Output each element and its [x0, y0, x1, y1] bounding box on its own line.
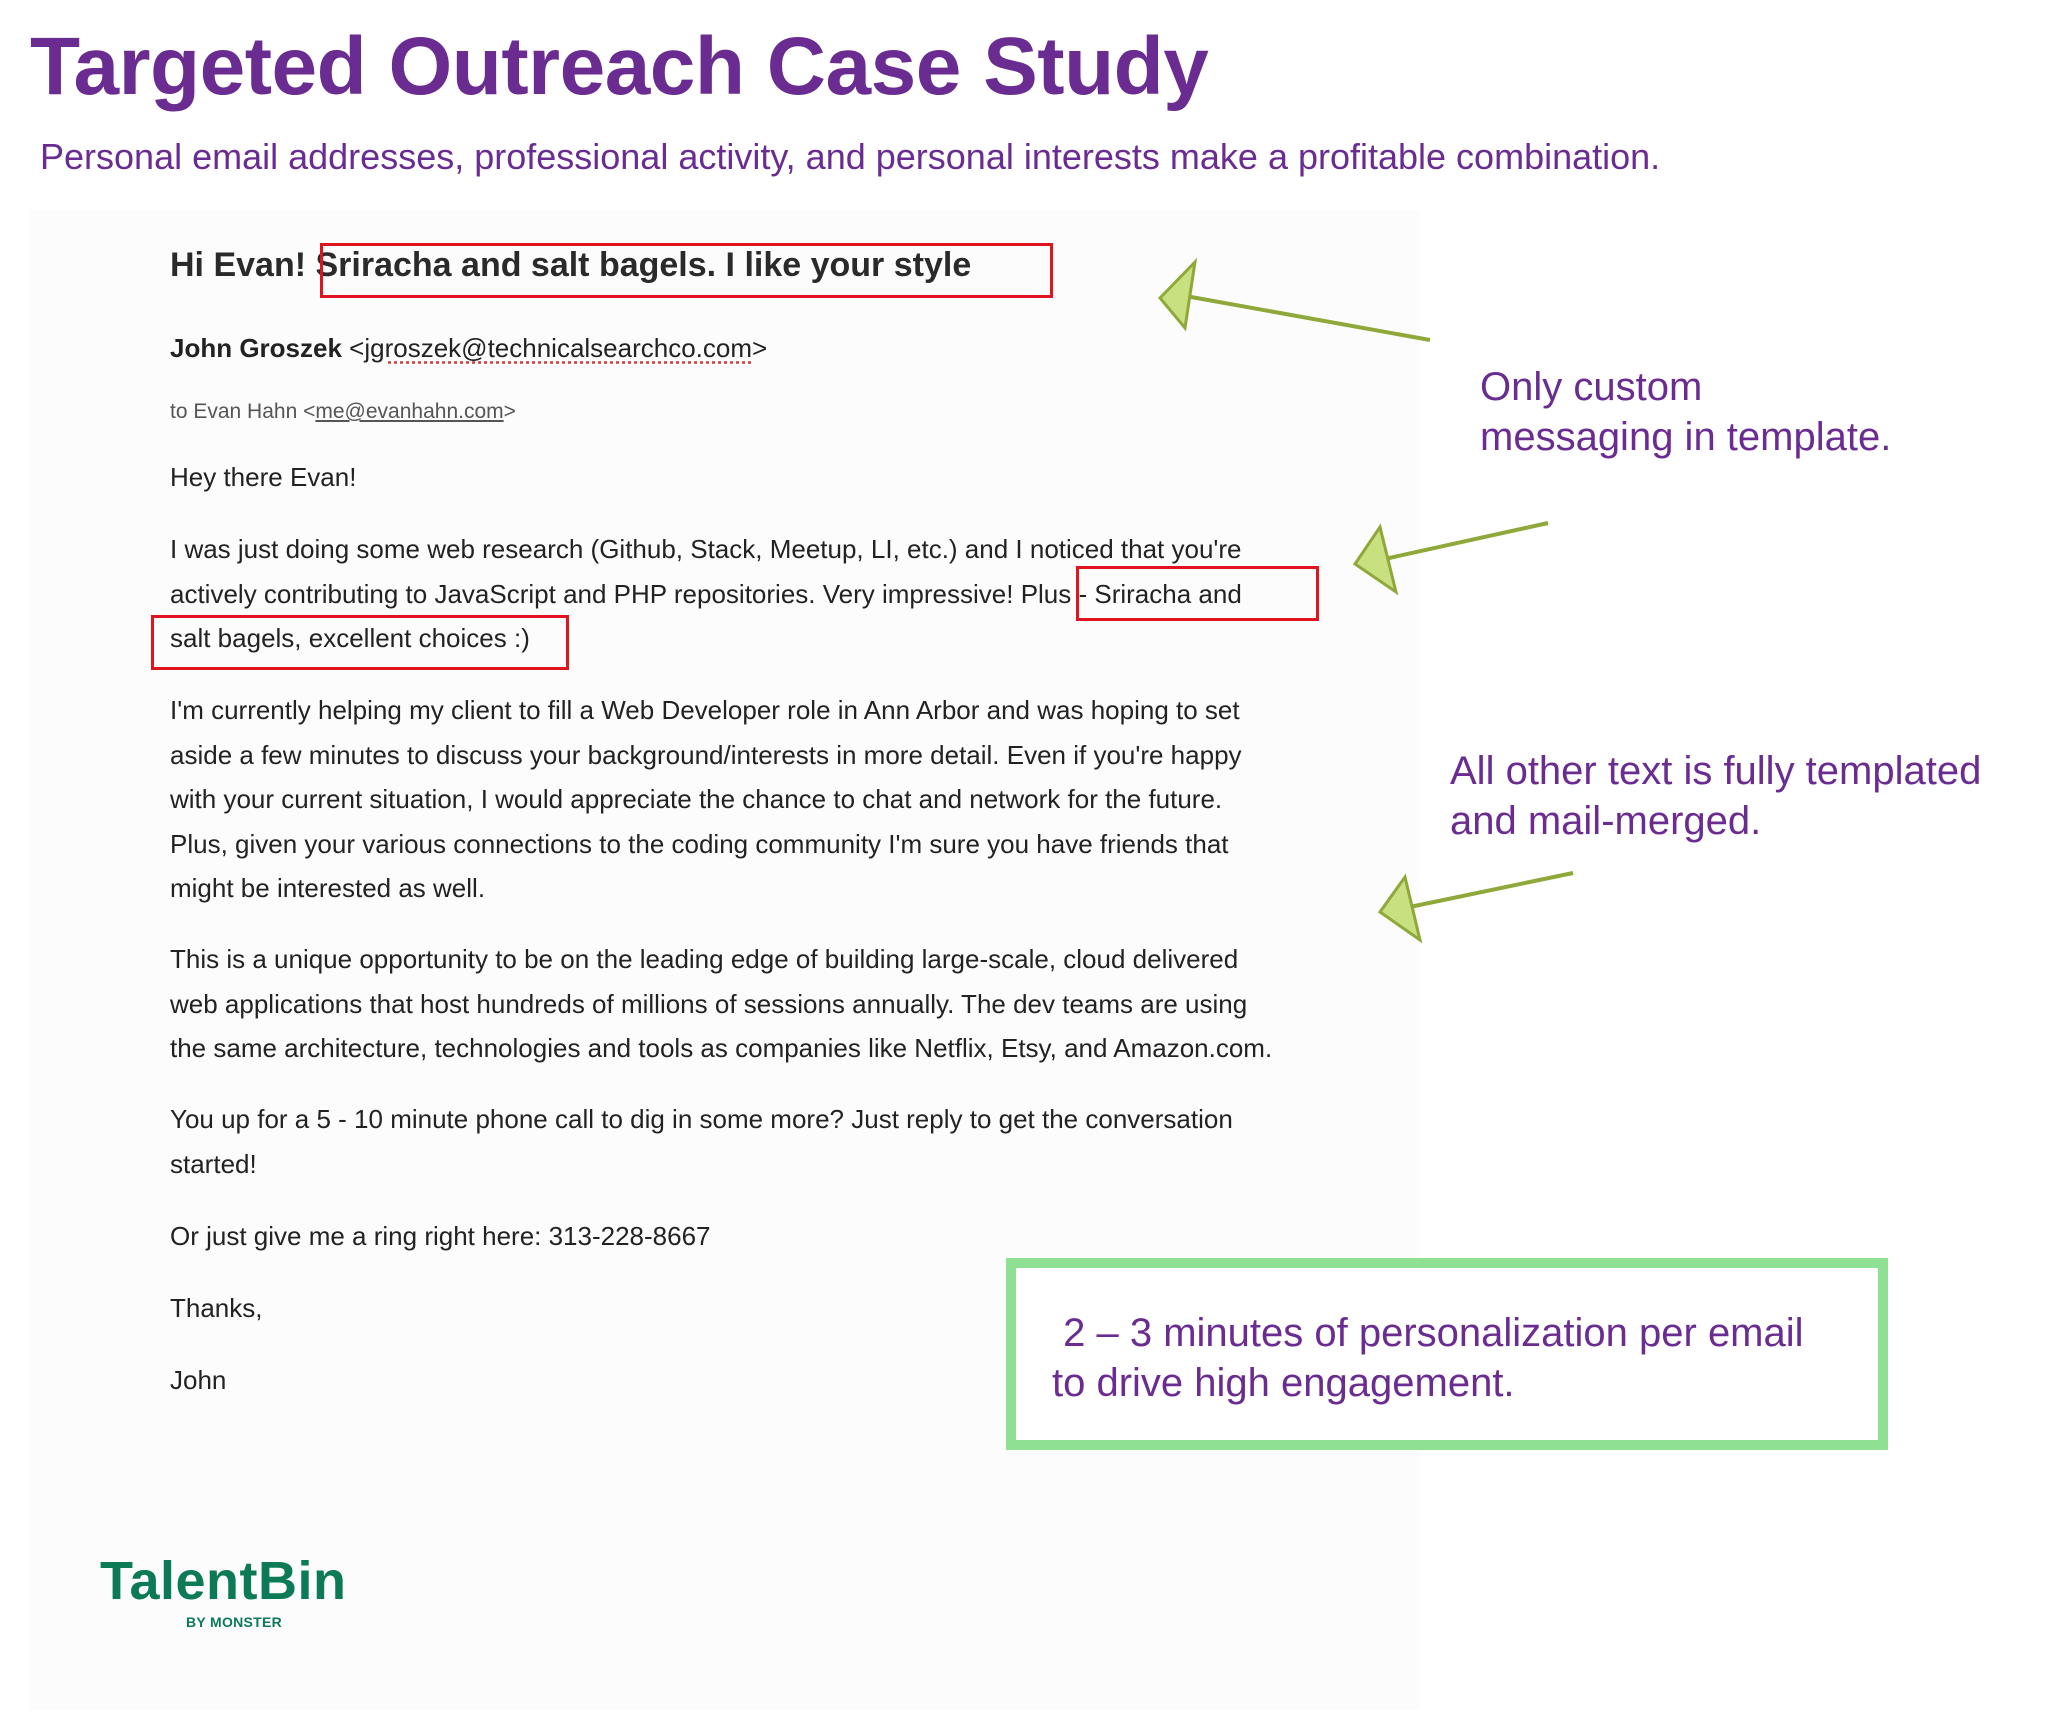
p3-line-2: web applications that host hundreds of millions of sessions annually. The dev teams are using — [170, 988, 1248, 1019]
email-recipient: to Evan Hahn <me@evanhahn.com> — [170, 400, 516, 423]
email-subject-custom: Sriracha and salt bagels. I like your style — [315, 246, 972, 284]
slide-subtitle: Personal email addresses, professional activity, and personal interests make a profitable combination. — [40, 136, 1661, 177]
p1-line-2-custom: Plus - Sriracha and — [1020, 578, 1242, 609]
callout-custom-line-2: messaging in template. — [1480, 415, 1892, 459]
callout-templated-line-1: All other text is fully templated — [1450, 749, 1982, 793]
email-signoff: Thanks, — [170, 1293, 263, 1323]
arrow-icon-3 — [1380, 873, 1573, 940]
p2-line-5: might be interested as well. — [170, 873, 486, 903]
email-greeting: Hey there Evan! — [170, 462, 357, 492]
sender-name: John Groszek — [170, 333, 342, 363]
email-sender: John Groszek <jgroszek@technicalsearchco.com> — [170, 333, 768, 363]
p1-line-3: salt bagels, excellent choices :) — [170, 623, 530, 653]
p3-line-3: the same architecture, technologies and tools as companies like Netflix, Etsy, and Amazon.com. — [170, 1033, 1273, 1063]
p3-line-1: This is a unique opportunity to be on the leading edge of building large-scale, cloud delivered — [170, 944, 1239, 974]
talentbin-logo — [100, 1550, 347, 1630]
personalization-callout-text: 2 – 3 minutes of personalization per email to drive high engagement. — [1052, 1311, 1804, 1405]
p4-line-1: You up for a 5 - 10 minute phone call to dig in some more? Just reply to get the conversation — [170, 1104, 1233, 1134]
p1-line-2-template: actively contributing to JavaScript and PHP repositories. Very impressive! — [170, 578, 1014, 609]
callout-templated-line-2: and mail-merged. — [1450, 799, 1762, 843]
recipient-prefix: to Evan Hahn — [170, 400, 298, 423]
p2-line-2: aside a few minutes to discuss your background/interests in more detail. Even if you're happy — [170, 739, 1242, 770]
p4-line-2: started! — [170, 1148, 257, 1179]
email-phone-line: Or just give me a ring right here: 313-228-8667 — [170, 1221, 711, 1251]
p2-line-1: I'm currently helping my client to fill a Web Developer role in Ann Arbor and was hoping to set — [170, 695, 1240, 725]
callout-custom-line-1: Only custom — [1480, 365, 1703, 409]
arrow-icon-2 — [1355, 523, 1548, 592]
recipient-address: me@evanhahn.com — [315, 400, 504, 423]
arrow-icon-1 — [1160, 262, 1430, 340]
p2-line-3: with your current situation, I would appreciate the chance to chat and network for the future. — [170, 784, 1223, 814]
p2-line-4: Plus, given your various connections to the coding community I'm sure you have friends that — [170, 828, 1229, 859]
logo-wordmark: TalentBin — [100, 1551, 347, 1611]
sender-address: jgroszek@technicalsearchco.com — [364, 333, 753, 363]
email-signature: John — [170, 1365, 227, 1395]
slide-title: Targeted Outreach Case Study — [30, 21, 1209, 112]
email-subject-greeting: Hi Evan! — [170, 246, 307, 284]
logo-tagline: BY MONSTER — [186, 1614, 283, 1630]
p1-line-1: I was just doing some web research (Github, Stack, Meetup, LI, etc.) and I noticed that you're — [170, 534, 1242, 564]
